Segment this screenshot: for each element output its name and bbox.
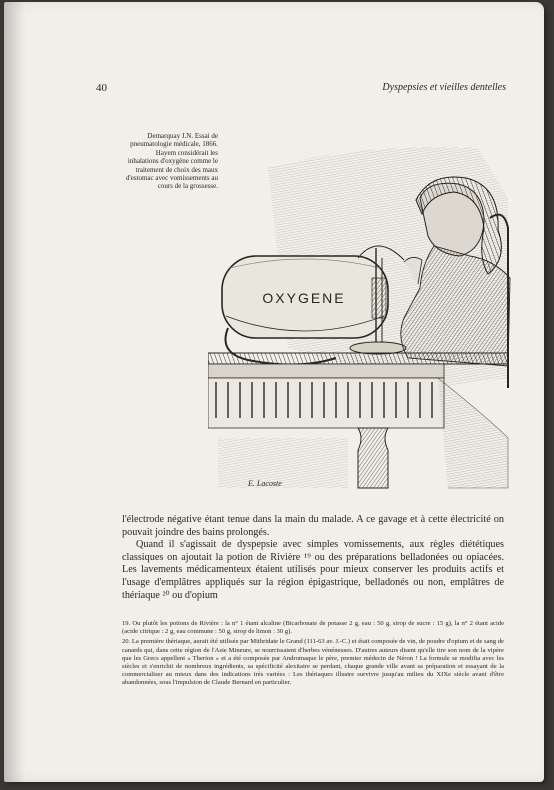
engraver-signature: E. Lacoste [248, 479, 282, 488]
page-number: 40 [96, 82, 107, 94]
caption-reference: Demarquay J.N. Essai de pneumatologie médicale, 1866. [130, 132, 218, 149]
footnote-20: 20. La première thériaque, aurait été utilisée par Mithridate le Grand (111-63 av. J.-C.) et était composée de vin, de poudre d'opium et de sang de canards qui, dans cette région de l'Asie Mineure, se nourrissaient d'herbes vénéneuses. D'autres auteurs disent qu'elle tire son nom de la vipère que les Grecs appellent « Therion » et a été composée par Andromaque le père, premier médecin de Néron ! La formule se modifia avec les siècles et s'enrichit de nombreux ingrédients, sa spécificité alexitaire se perdant, chaque grande ville avant sa préparation et essayant de la commercialiser au mieux dans des indications très variées : Les thériaques illustre survivre jusqu'au milieu du XIXe siècle avant d'être abandonnées, sous l'impulsion de Claude Bernard en particulier. [122, 638, 504, 687]
footnote-rule [122, 610, 504, 611]
spine-shadow [4, 2, 26, 782]
engraving-illustration [208, 138, 516, 500]
body-paragraph: l'électrode négative étant tenue dans la main du malade. A ce gavage et à cette électricité on pouvait joindre des bains prolongés. [122, 514, 504, 538]
body-text [122, 514, 504, 602]
running-title: Dyspepsies et vieilles dentelles [382, 82, 506, 93]
oxygen-jar [222, 256, 388, 338]
caption-text: Hayem considérait les inhalations d'oxygène comme le traitement de choix des maux d'estomac avec vomissements au cours de la grossesse. [125, 148, 218, 191]
footnotes [122, 620, 504, 690]
jar-label: OXYGENE [262, 290, 346, 306]
illustration-caption [124, 132, 218, 191]
footnote-19: 19. Ou plutôt les potions de Rivière : la n° 1 étant alcaline (Bicarbonate de potasse 2 g, eau : 50 g, sirop de sucre : 15 g), la n° 2 étant acide (acide citrique : 2 g, eau commune : 50 g, sirop de limon : 30 g). [122, 620, 504, 636]
body-paragraph: Quand il s'agissait de dyspepsie avec simples vomissements, aux règles diététiques classiques on ajoutait la potion de Rivière ¹⁹ ou des préparations belladonées ou opiacées. Les lavements médicamenteux étaient utilisés pour mieux conserver les produits actifs et l'usage d'emplâtres appliqués sur la région épigastrique, belladonés ou non, emplâtres de thériaque ²⁰ ou d'opium [122, 539, 504, 601]
book-page [4, 2, 544, 782]
